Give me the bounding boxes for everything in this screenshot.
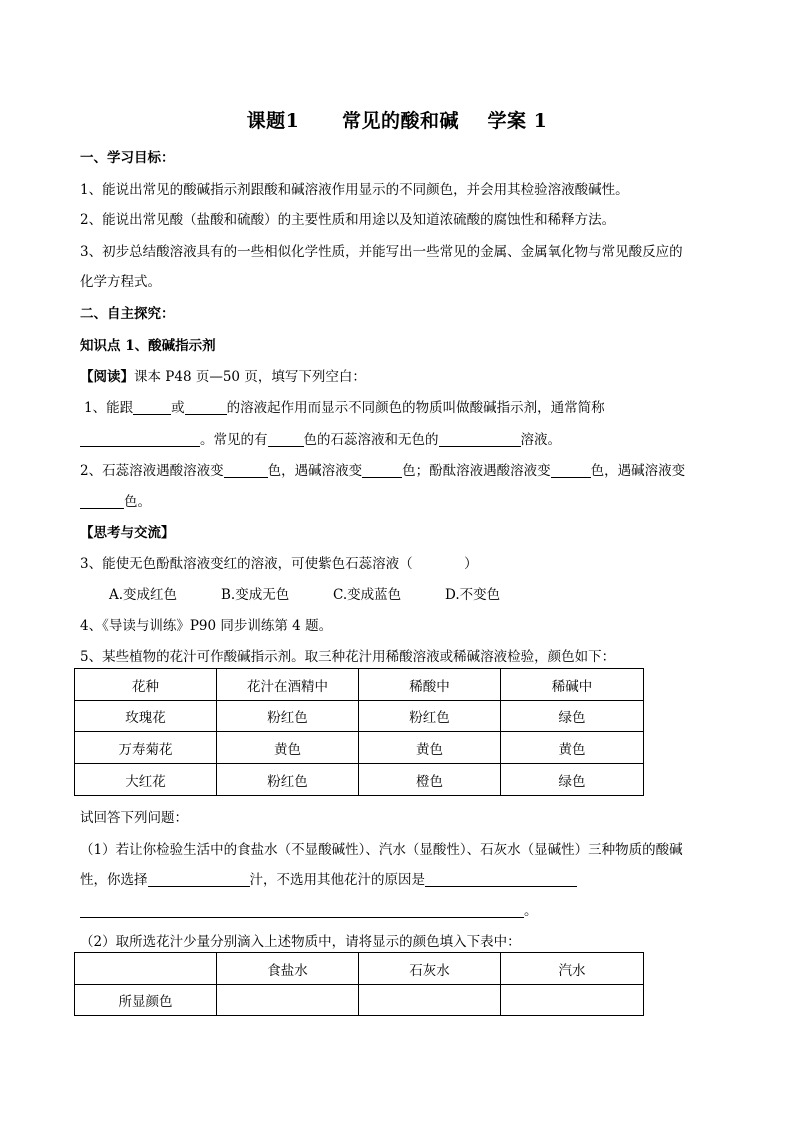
table-cell: 大红花 bbox=[75, 764, 217, 796]
question-4: 4、《导读与训练》P90 同步训练第 4 题。 bbox=[80, 618, 333, 634]
page-title: 课题1 常见的酸和碱 学案 1 bbox=[246, 110, 548, 132]
table-row bbox=[75, 732, 644, 764]
question-2-line-1: 2、石蕊溶液遇酸溶液变 色，遇碱溶液变 色；酚酞溶液遇酸溶液变 色，遇碱溶液变 bbox=[80, 463, 686, 479]
question-1-line-1: 1、能跟 或 的溶液起作用而显示不同颜色的物质叫做酸碱指示剂，通常简称 bbox=[84, 400, 605, 416]
table-header-cell: 稀碱中 bbox=[501, 669, 644, 701]
table-row bbox=[75, 985, 644, 1016]
option-c[interactable]: C.变成蓝色 bbox=[333, 587, 402, 603]
table-header-cell: 花种 bbox=[75, 669, 217, 701]
option-b[interactable]: B.变成无色 bbox=[221, 587, 290, 603]
color-answer-table bbox=[74, 952, 644, 1016]
sub-question-1-line-1: （1）若让你检验生活中的食盐水（不显酸碱性）、汽水（显酸性）、石灰水（显碱性）三种物质的酸碱 bbox=[80, 842, 683, 858]
blank-reason[interactable] bbox=[425, 872, 577, 887]
table-cell: 黄色 bbox=[501, 732, 644, 764]
answer-cell-soda[interactable] bbox=[501, 985, 644, 1016]
table-cell: 绿色 bbox=[501, 701, 644, 732]
sub-question-1-line-2: 性，你选择 汁，不选用其他花汁的原因是 bbox=[80, 868, 577, 888]
table-header-cell: 食盐水 bbox=[217, 953, 359, 985]
knowledge-point-1-heading: 知识点 1、酸碱指示剂 bbox=[80, 338, 216, 354]
table-header-cell bbox=[75, 953, 217, 985]
blank-indicator-name[interactable] bbox=[80, 432, 200, 447]
reading-label: 【阅读】 bbox=[80, 369, 134, 385]
table-cell: 黄色 bbox=[359, 732, 501, 764]
question-2-line-2: 色。 bbox=[80, 490, 151, 510]
blank-litmus-acid[interactable] bbox=[224, 463, 268, 478]
blank-base[interactable] bbox=[185, 400, 227, 415]
blank-litmus-color[interactable] bbox=[268, 432, 304, 447]
blank-chosen-flower[interactable] bbox=[148, 872, 250, 887]
answer-intro: 试回答下列问题： bbox=[80, 810, 188, 826]
blank-acid[interactable] bbox=[133, 400, 171, 415]
answer-cell-limewater[interactable] bbox=[359, 985, 501, 1016]
goal-1: 1、能说出常见的酸碱指示剂跟酸和碱溶液作用显示的不同颜色，并会用其检验溶液酸碱性。 bbox=[80, 182, 629, 198]
row-label-cell: 所显颜色 bbox=[75, 985, 217, 1016]
option-d[interactable]: D.不变色 bbox=[445, 587, 501, 603]
answer-cell-salt-water[interactable] bbox=[217, 985, 359, 1016]
blank-phenolphthalein-acid[interactable] bbox=[551, 463, 591, 478]
table-header-row bbox=[75, 953, 644, 985]
blank-reason-continued[interactable] bbox=[80, 903, 524, 918]
table-row bbox=[75, 701, 644, 732]
table-cell: 玫瑰花 bbox=[75, 701, 217, 732]
table-row bbox=[75, 764, 644, 796]
blank-litmus-base[interactable] bbox=[362, 463, 402, 478]
sub-question-2: （2）取所选花汁少量分别滴入上述物质中，请将显示的颜色填入下表中： bbox=[80, 934, 521, 950]
goals-heading: 一、学习目标： bbox=[80, 150, 175, 166]
option-a[interactable]: A.变成红色 bbox=[109, 587, 178, 603]
think-heading: 【思考与交流】 bbox=[80, 525, 175, 541]
table-cell: 万寿菊花 bbox=[75, 732, 217, 764]
table-header-cell: 稀酸中 bbox=[359, 669, 501, 701]
table-header-cell: 石灰水 bbox=[359, 953, 501, 985]
table-cell: 粉红色 bbox=[217, 701, 359, 732]
flower-indicator-table bbox=[74, 668, 644, 796]
blank-colorless-indicator[interactable] bbox=[439, 432, 521, 447]
question-3-options bbox=[109, 583, 557, 603]
question-5: 5、某些植物的花汁可作酸碱指示剂。取三种花汁用稀酸溶液或稀碱溶液检验，颜色如下： bbox=[80, 649, 616, 665]
table-header-cell: 汽水 bbox=[501, 953, 644, 985]
goal-2: 2、能说出常见酸（盐酸和硫酸）的主要性质和用途以及知道浓硫酸的腐蚀性和稀释方法。 bbox=[80, 212, 616, 228]
question-1-line-2: 。常见的有 色的石蕊溶液和无色的 溶液。 bbox=[80, 428, 561, 448]
reading-text: 课本 P48 页—50 页，填写下列空白： bbox=[134, 369, 366, 385]
table-cell: 橙色 bbox=[359, 764, 501, 796]
blank-phenolphthalein-base[interactable] bbox=[80, 494, 124, 509]
goal-3-line-1: 3、初步总结酸溶液具有的一些相似化学性质，并能写出一些常见的金属、金属氧化物与常见酸反应的 bbox=[80, 244, 683, 260]
goal-3-line-2: 化学方程式。 bbox=[80, 274, 161, 290]
explore-heading: 二、自主探究： bbox=[80, 306, 175, 322]
table-cell: 粉红色 bbox=[359, 701, 501, 732]
sub-question-1-line-3: 。 bbox=[80, 899, 538, 919]
table-cell: 黄色 bbox=[217, 732, 359, 764]
table-header-row bbox=[75, 669, 644, 701]
table-header-cell: 花汁在酒精中 bbox=[217, 669, 359, 701]
table-cell: 绿色 bbox=[501, 764, 644, 796]
table-cell: 粉红色 bbox=[217, 764, 359, 796]
question-3: 3、能使无色酚酞溶液变红的溶液，可使紫色石蕊溶液（ ） bbox=[80, 556, 478, 572]
reading-line bbox=[80, 365, 366, 385]
